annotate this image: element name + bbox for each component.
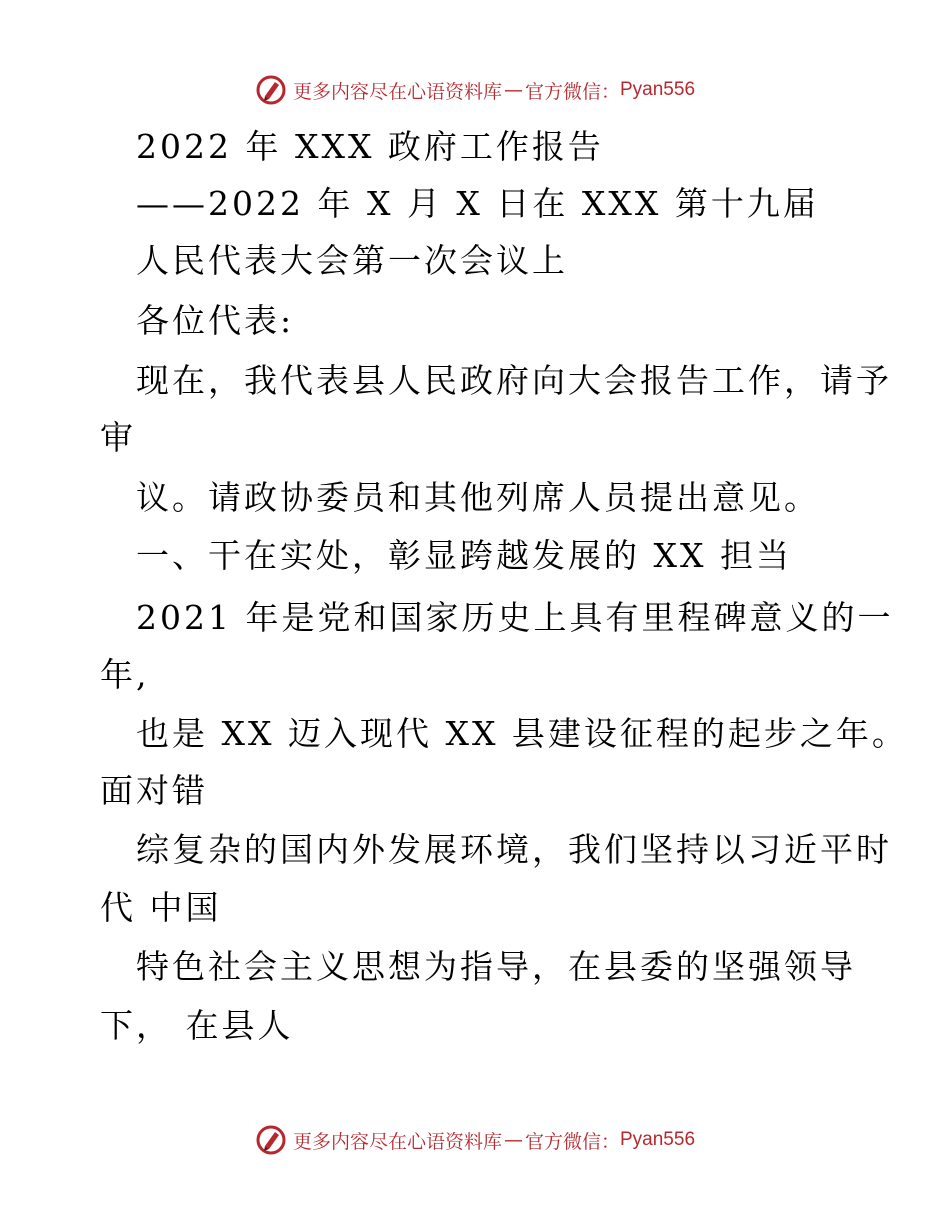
salutation: 各位代表: <box>136 301 295 340</box>
pen-logo-icon <box>255 74 287 106</box>
paragraph-line: 议。请政协委员和其他列席人员提出意见。 <box>136 478 820 517</box>
banner-wechat-label: 官方微信： <box>524 80 620 103</box>
document-subtitle-line-2: 人民代表大会第一次会议上 <box>136 241 568 280</box>
document-subtitle-line-1: ——2022 年 X 月 X 日在 XXX 第十九届 <box>136 184 819 223</box>
banner-text: 更多内容尽在心语资料库 <box>292 80 502 103</box>
header-banner <box>0 70 950 110</box>
banner-wechat-id: Pyan556 <box>620 79 696 100</box>
pen-logo-icon <box>255 1124 287 1156</box>
paragraph-line: 也是 XX 迈入现代 XX 县建设征程的起步之年。 <box>136 714 908 753</box>
paragraph-line: 面对错 <box>100 771 208 810</box>
paragraph-line: 综复杂的国内外发展环境，我们坚持以习近平时 <box>136 830 892 869</box>
banner-text: 更多内容尽在心语资料库 <box>292 1130 502 1153</box>
banner-separator: — <box>503 79 523 101</box>
banner-separator: — <box>503 1129 523 1151</box>
footer-banner <box>0 1120 950 1160</box>
banner-wechat-id: Pyan556 <box>620 1129 696 1150</box>
paragraph-line: 代 中国 <box>100 888 222 927</box>
paragraph-line: 2021 年是党和国家历史上具有里程碑意义的一 <box>136 598 894 637</box>
paragraph-line: 现在，我代表县人民政府向大会报告工作，请予 <box>136 361 892 400</box>
banner-wechat-label: 官方微信： <box>524 1130 620 1153</box>
document-title: 2022 年 XXX 政府工作报告 <box>136 127 604 166</box>
paragraph-line: 审 <box>100 418 136 457</box>
section-heading: 一、干在实处，彰显跨越发展的 XX 担当 <box>136 536 792 575</box>
paragraph-line: 特色社会主义思想为指导，在县委的坚强领导 <box>136 947 856 986</box>
paragraph-line: 年, <box>100 655 150 694</box>
paragraph-line: 下， 在县人 <box>100 1006 294 1045</box>
